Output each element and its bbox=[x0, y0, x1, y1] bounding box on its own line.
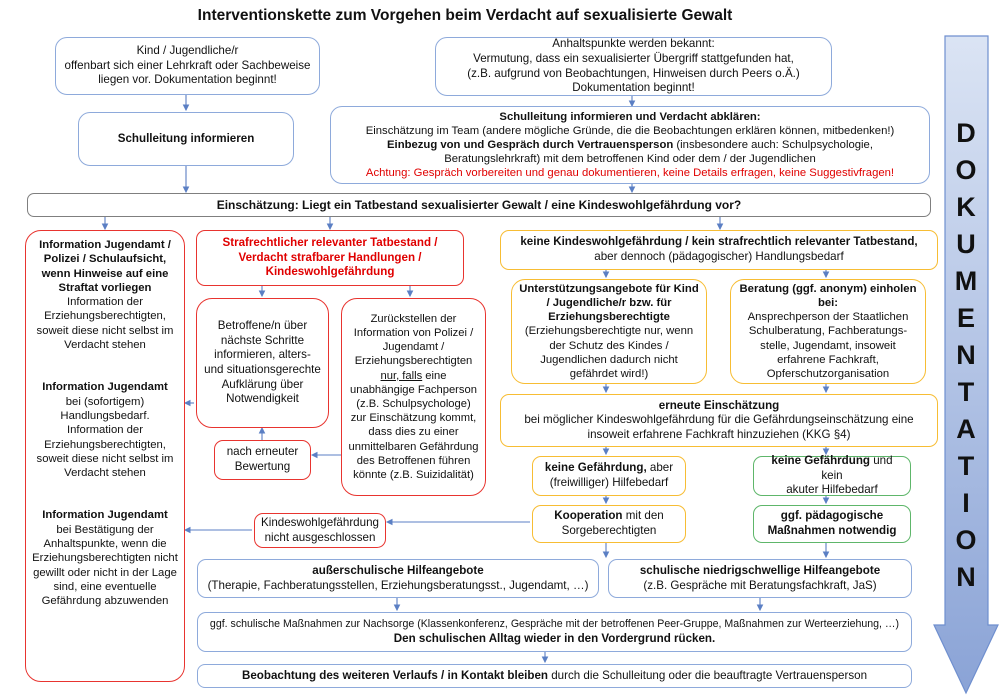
dokumentation-letter: T bbox=[957, 451, 975, 481]
kooperation-head: Kooperation bbox=[554, 509, 623, 523]
keine-gef-akut-head: keine Gefährdung bbox=[771, 454, 870, 468]
kooperation-text-1: mit den bbox=[622, 509, 664, 523]
keine-gef-akut-text-2: akuter Hilfebedarf bbox=[786, 483, 878, 497]
keine-kwg-text: aber dennoch (pädagogischer) Handlungsbedarf bbox=[594, 250, 844, 263]
niedrigschwellig-text: (z.B. Gespräche mit Beratungsfachkraft, JaS) bbox=[643, 578, 877, 592]
keine-kwg-head: keine Kindeswohlgefährdung / kein strafrechtlich relevanter Tatbestand, bbox=[520, 235, 918, 249]
ausserschulisch-text: (Therapie, Fachberatungsstellen, Erziehungsberatungsst., Jugendamt, …) bbox=[207, 578, 589, 592]
paed-massnahmen-label: ggf. pädagogische Maßnahmen notwendig bbox=[767, 509, 897, 537]
box-beratung-einholen bbox=[730, 279, 926, 384]
box-kooperation bbox=[532, 505, 686, 543]
box-niedrigschwellige-hilfeangebote bbox=[608, 559, 912, 598]
beobachtung-bold: Beobachtung des weiteren Verlaufs / in Kontakt bleiben bbox=[241, 668, 548, 682]
box-keine-kindeswohlgefaehrdung bbox=[500, 230, 938, 270]
beobachtung-line bbox=[242, 669, 867, 684]
erneute-einschaetzung-text: bei möglicher Kindeswohlgefährdung für die Gefährdungseinschätzung eine insoweit erfahrene Fachkraft hinzuziehen (KKG §4) bbox=[524, 413, 914, 441]
keine-gef-hilfe-line-1 bbox=[545, 461, 673, 476]
schulleitung-label: Schulleitung informieren bbox=[117, 131, 255, 145]
box-kwg-nicht-ausgeschlossen bbox=[254, 513, 386, 548]
box-ausserschulische-hilfeangebote bbox=[197, 559, 599, 598]
kind-line-2: offenbart sich einer Lehrkraft oder Sachbeweise bbox=[64, 58, 311, 72]
dokumentation-letter: N bbox=[956, 562, 976, 592]
keine-gef-hilfe-head: keine Gefährdung, bbox=[544, 461, 647, 475]
info-s3-text: bei Bestätigung der Anhaltspunkte, wenn die Erziehungsberechtigten nicht gewillt oder nicht in der Lage sind, eine eventuelle Gefährdung abzuwenden bbox=[32, 523, 178, 608]
info-s2-head: Information Jugendamt bbox=[42, 381, 168, 394]
info-s3-head: Information Jugendamt bbox=[42, 509, 168, 522]
dokumentation-letter: I bbox=[962, 488, 970, 518]
box-beobachtung bbox=[197, 664, 912, 688]
anhalt-line-3: (z.B. aufgrund von Beobachtungen, Hinweisen durch Peers o.Ä.) bbox=[467, 66, 800, 80]
dokumentation-letter: U bbox=[956, 229, 976, 259]
betroffene-label: Betroffene/n über nächste Schritte informieren, alters- und situationsgerechte Aufklärung über Notwendigkeit bbox=[204, 319, 321, 406]
anhalt-line-4: Dokumentation beginnt! bbox=[572, 81, 695, 95]
box-zurueckstellen bbox=[341, 298, 486, 496]
info-s1-text: Information der Erziehungsberechtigten, soweit diese nicht selbst im Verdacht stehen bbox=[36, 296, 174, 352]
einschaetzung-label: Einschätzung: Liegt ein Tatbestand sexualisierter Gewalt / eine Kindeswohlgefährdung vor? bbox=[216, 197, 742, 212]
anhalt-line-1: Anhaltspunkte werden bekannt: bbox=[552, 37, 715, 51]
box-unterstuetzungsangebote bbox=[511, 279, 707, 384]
dokumentation-letter: K bbox=[956, 192, 976, 222]
abklaeren-line-2 bbox=[387, 138, 873, 152]
beobachtung-text: durch die Schulleitung oder die beauftragte Vertrauensperson bbox=[547, 668, 868, 682]
dokumentation-letter: O bbox=[955, 525, 977, 555]
box-keine-gefaehrdung-akut bbox=[753, 456, 911, 496]
anhalt-line-2: Vermutung, dass ein sexualisierter Übergriff stattgefunden hat, bbox=[473, 51, 794, 65]
box-verdacht-abklaeren bbox=[330, 106, 930, 184]
abklaeren-line-2-text: (insbesondere auch: Schulpsychologie, bbox=[673, 139, 873, 151]
box-keine-gefaehrdung-hilfebedarf bbox=[532, 456, 686, 496]
keine-gef-akut-line-1 bbox=[760, 454, 904, 483]
niedrigschwellig-head: schulische niedrigschwellige Hilfeangebote bbox=[639, 563, 881, 577]
box-schulleitung-informieren bbox=[78, 112, 294, 166]
dokumentation-letter: D bbox=[956, 118, 976, 148]
box-erneute-einschaetzung bbox=[500, 394, 938, 447]
abklaeren-line-3: Beratungslehrkraft) mit dem betroffenen Kind oder dem / der Jugendlichen bbox=[444, 153, 816, 165]
info-s2-text: bei (sofortigem) Handlungsbedarf. Information der Erziehungsberechtigten, soweit diese nicht selbst im Verdacht stehen bbox=[36, 395, 174, 480]
abklaeren-vertrauensperson: Einbezug von und Gespräch durch Vertrauensperson bbox=[387, 139, 674, 151]
box-betroffene-informieren bbox=[196, 298, 329, 428]
ausserschulisch-head: außerschulische Hilfeangebote bbox=[312, 563, 484, 577]
dokumentation-letter: O bbox=[955, 155, 977, 185]
keine-gef-hilfe-text-2: (freiwilliger) Hilfebedarf bbox=[549, 476, 669, 489]
info-s1-head: Information Jugendamt / Polizei / Schulaufsicht, wenn Hinweise auf eine Straftat vorliegen bbox=[39, 239, 171, 294]
zurueck-text bbox=[348, 312, 479, 482]
diagram-title: Interventionskette zum Vorgehen beim Verdacht auf sexualisierte Gewalt bbox=[197, 7, 733, 24]
kooperation-text-2: Sorgeberechtigten bbox=[561, 524, 657, 537]
zurueck-nur-falls: nur, falls bbox=[380, 369, 423, 382]
strafrecht-label: Strafrechtlicher relevanter Tatbestand / Verdacht strafbarer Handlungen / Kindeswohlgefährdung bbox=[222, 236, 438, 279]
box-anhaltspunkte bbox=[435, 37, 832, 96]
zurueck-text-1: Zurückstellen der Information von Polizei / Jugendamt / Erziehungsberechtigten bbox=[353, 312, 474, 368]
keine-gef-akut-text-1: und kein bbox=[821, 454, 893, 482]
box-nachsorge bbox=[197, 612, 912, 652]
unterstuetzung-text: (Erziehungsberechtigte nur, wenn der Schutz des Kindes / Jugendlichen dadurch nicht gefährdet wird!) bbox=[524, 325, 694, 381]
box-kind-offenbart bbox=[55, 37, 320, 95]
nachsorge-text: ggf. schulische Maßnahmen zur Nachsorge (Klassenkonferenz, Gespräche mit der betroffenen Peer-Gruppe, Maßnahmen zur Werteerziehung, …) bbox=[209, 618, 900, 631]
nachsorge-bold: Den schulischen Alltag wieder in den Vordergrund rücken. bbox=[393, 632, 716, 645]
box-einschaetzung bbox=[27, 193, 931, 217]
box-strafrecht bbox=[196, 230, 464, 286]
kind-line-1: Kind / Jugendliche/r bbox=[136, 44, 239, 58]
dokumentation-letter: T bbox=[957, 377, 975, 407]
abklaeren-warning: Achtung: Gespräch vorbereiten und genau dokumentieren, keine Details erfragen, keine Suggestivfragen! bbox=[365, 167, 895, 179]
erneut-bewertung-label: nach erneuter Bewertung bbox=[226, 445, 299, 473]
dokumentation-letter: M bbox=[954, 266, 978, 296]
beratung-head: Beratung (ggf. anonym) einholen bei: bbox=[739, 282, 917, 309]
dokumentation-letter: A bbox=[956, 414, 976, 444]
erneute-einschaetzung-head: erneute Einschätzung bbox=[658, 398, 780, 412]
box-nach-erneuter-bewertung bbox=[214, 440, 311, 480]
kooperation-line-1 bbox=[554, 509, 664, 524]
kind-line-3: liegen vor. Dokumentation beginnt! bbox=[98, 73, 277, 87]
kwg-nicht-aus-label: Kindeswohlgefährdung nicht ausgeschlossen bbox=[261, 515, 379, 544]
abklaeren-line-1: Einschätzung im Team (andere mögliche Gründe, die die Beobachtungen erklären können, mitbedenken!) bbox=[365, 125, 895, 137]
box-paedagogische-massnahmen bbox=[753, 505, 911, 543]
zurueck-text-2: eine unabhängige Fachperson (z.B. Schulpsychologe) zur Einschätzung kommt, dass dies zu einer unmittelbaren Gefährdung des Betroffenen führen könnte (z.B. Suizidalität) bbox=[348, 369, 479, 482]
dokumentation-letter: N bbox=[956, 340, 976, 370]
keine-gef-hilfe-text-1: aber bbox=[646, 461, 674, 475]
abklaeren-head: Schulleitung informieren und Verdacht abklären: bbox=[499, 111, 761, 123]
dokumentation-letter: E bbox=[956, 303, 975, 333]
beratung-text: Ansprechperson der Staatlichen Schulberatung, Fachberatungs-stelle, Jugendamt, insoweit erfahrene Fachkraft, Opferschutzorganisation bbox=[747, 311, 909, 381]
box-information-jugendamt bbox=[25, 230, 185, 682]
unterstuetzung-head: Unterstützungsangebote für Kind / Jugendliche/r bzw. für Erziehungsberechtigte bbox=[519, 282, 699, 324]
